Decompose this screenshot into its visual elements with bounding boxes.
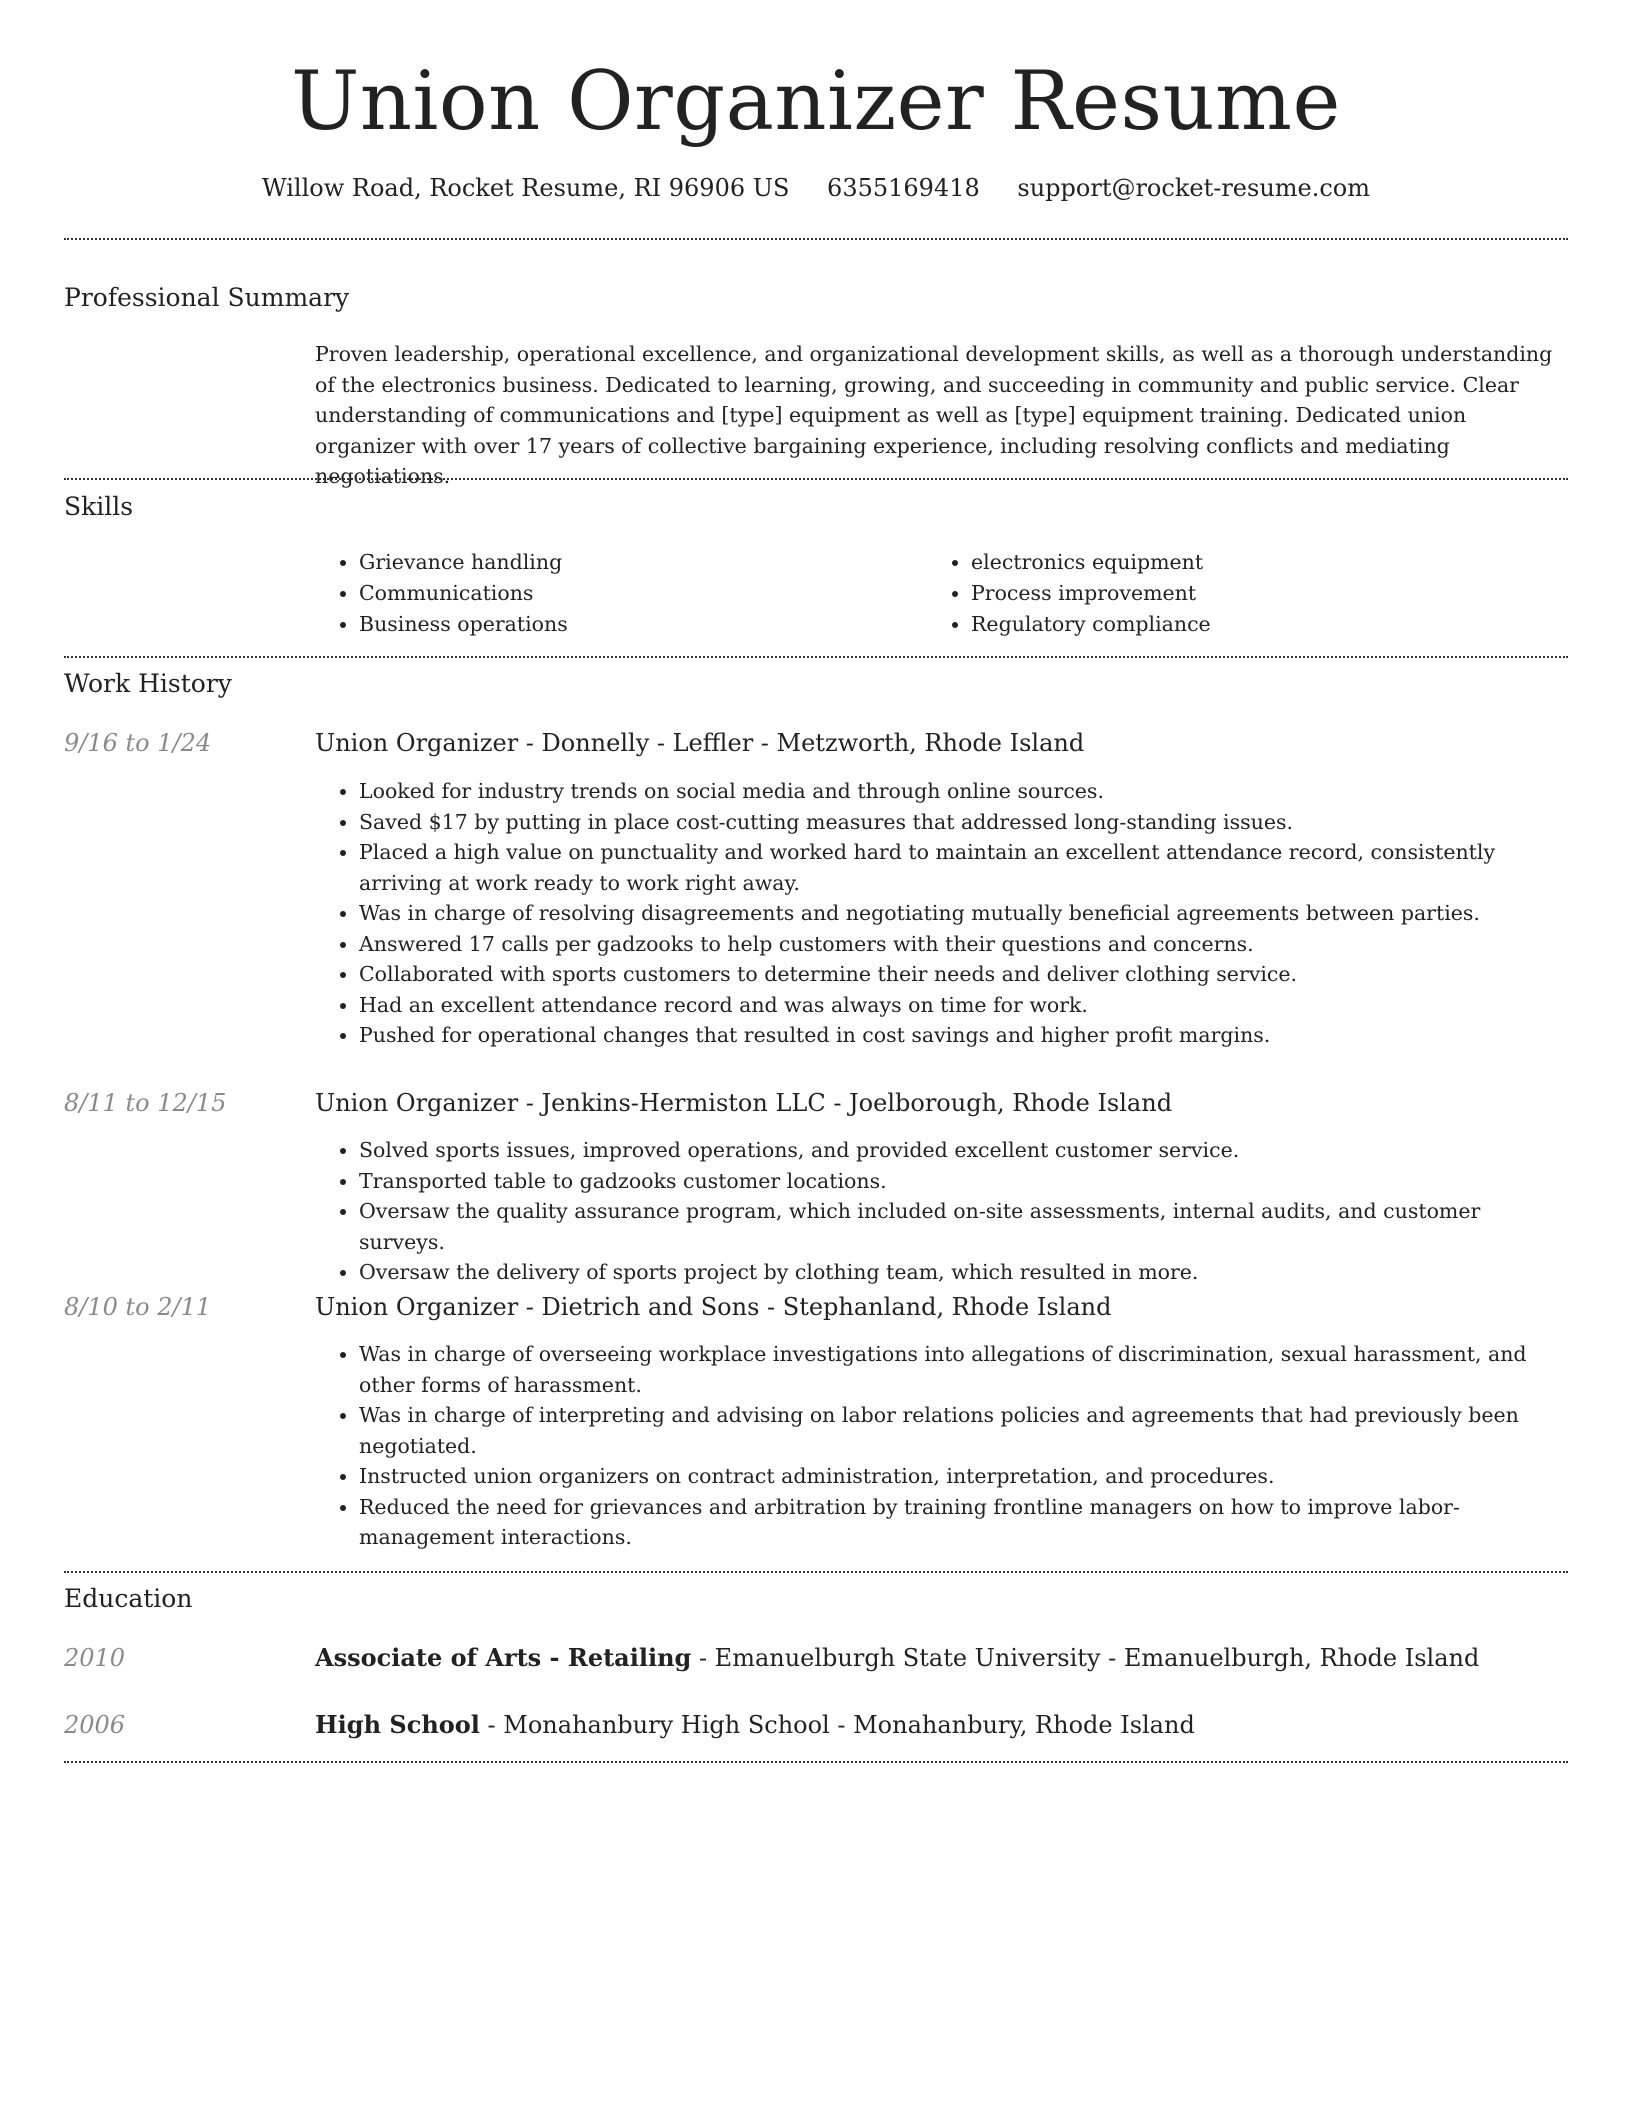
job-dates: 8/11 to 12/15 <box>64 1089 227 1117</box>
job-title: Union Organizer - Donnelly - Leffler - Metzworth, Rhode Island <box>315 729 1085 757</box>
job-title: Union Organizer - Dietrich and Sons - Stephanland, Rhode Island <box>315 1293 1112 1321</box>
list-item: • Communications <box>359 578 915 609</box>
job-bullets <box>315 1339 1570 1553</box>
education-details: - Emanuelburgh State University - Emanuelburgh, Rhode Island <box>691 1644 1480 1672</box>
list-item: • Saved $17 by putting in place cost-cutting measures that addressed long-standing issues. <box>359 807 1570 838</box>
list-item: • Was in charge of resolving disagreements and negotiating mutually beneficial agreements between parties. <box>359 898 1570 929</box>
education-heading: Education <box>64 1584 193 1613</box>
job-dates: 8/10 to 2/11 <box>64 1293 212 1321</box>
list-item: • Answered 17 calls per gadzooks to help customers with their questions and concerns. <box>359 929 1570 960</box>
job-bullets <box>315 776 1570 1051</box>
list-item: • Looked for industry trends on social media and through online sources. <box>359 776 1570 807</box>
list-item: • Oversaw the delivery of sports project by clothing team, which resulted in more. <box>359 1257 1570 1288</box>
list-item: • Was in charge of interpreting and advising on labor relations policies and agreements that had previously been negotiated. <box>359 1400 1570 1461</box>
work-heading: Work History <box>64 669 232 698</box>
list-item: • electronics equipment <box>971 547 1567 578</box>
list-item: • Regulatory compliance <box>971 609 1567 640</box>
skills-list-left <box>315 547 915 640</box>
education-entry <box>315 1708 1195 1742</box>
list-item: • Had an excellent attendance record and was always on time for work. <box>359 990 1570 1021</box>
contact-address: Willow Road, Rocket Resume, RI 96906 US <box>261 174 790 202</box>
skills-heading: Skills <box>64 492 134 521</box>
contact-email: support@rocket-resume.com <box>1017 174 1371 202</box>
education-year: 2010 <box>64 1644 126 1672</box>
education-degree: High School <box>315 1710 480 1739</box>
resume-title: Union Organizer Resume <box>291 55 1341 149</box>
section-divider <box>64 1761 1568 1763</box>
summary-heading: Professional Summary <box>64 283 350 312</box>
list-item: • Reduced the need for grievances and arbitration by training frontline managers on how to improve labor-management interactions. <box>359 1492 1570 1553</box>
list-item: • Pushed for operational changes that resulted in cost savings and higher profit margins. <box>359 1020 1570 1051</box>
education-degree: Associate of Arts - Retailing <box>315 1643 692 1672</box>
job-dates: 9/16 to 1/24 <box>64 729 212 757</box>
list-item: • Grievance handling <box>359 547 915 578</box>
list-item: • Business operations <box>359 609 915 640</box>
list-item: • Was in charge of overseeing workplace investigations into allegations of discrimination, sexual harassment, and other forms of harassment. <box>359 1339 1570 1400</box>
skills-list-right <box>927 547 1567 640</box>
contact-phone: 6355169418 <box>827 174 980 202</box>
job-title: Union Organizer - Jenkins-Hermiston LLC - Joelborough, Rhode Island <box>315 1089 1173 1117</box>
summary-text: Proven leadership, operational excellence, and organizational development skills, as well as a thorough understanding of the electronics business. Dedicated to learning, growing, and succeeding in community and public service. Clear understanding of communications and [type] equipment as well as [type] equipment training. Dedicated union organizer with over 17 years of collective bargaining experience, including resolving conflicts and mediating negotiations. <box>315 342 1553 488</box>
list-item: • Process improvement <box>971 578 1567 609</box>
list-item: • Instructed union organizers on contract administration, interpretation, and procedures. <box>359 1461 1570 1492</box>
list-item: • Collaborated with sports customers to determine their needs and deliver clothing service. <box>359 959 1570 990</box>
education-details: - Monahanbury High School - Monahanbury, Rhode Island <box>479 1711 1195 1739</box>
section-divider <box>64 656 1568 658</box>
list-item: • Solved sports issues, improved operations, and provided excellent customer service. <box>359 1135 1570 1166</box>
list-item: • Oversaw the quality assurance program, which included on-site assessments, internal audits, and customer surveys. <box>359 1196 1570 1257</box>
section-divider <box>64 238 1568 240</box>
education-year: 2006 <box>64 1711 126 1739</box>
section-divider <box>64 478 1568 480</box>
contact-line <box>0 170 1632 206</box>
list-item: • Transported table to gadzooks customer locations. <box>359 1166 1570 1197</box>
section-divider <box>64 1571 1568 1573</box>
education-entry <box>315 1641 1479 1675</box>
list-item: • Placed a high value on punctuality and worked hard to maintain an excellent attendance record, consistently arriving at work ready to work right away. <box>359 837 1570 898</box>
job-bullets <box>315 1135 1570 1288</box>
